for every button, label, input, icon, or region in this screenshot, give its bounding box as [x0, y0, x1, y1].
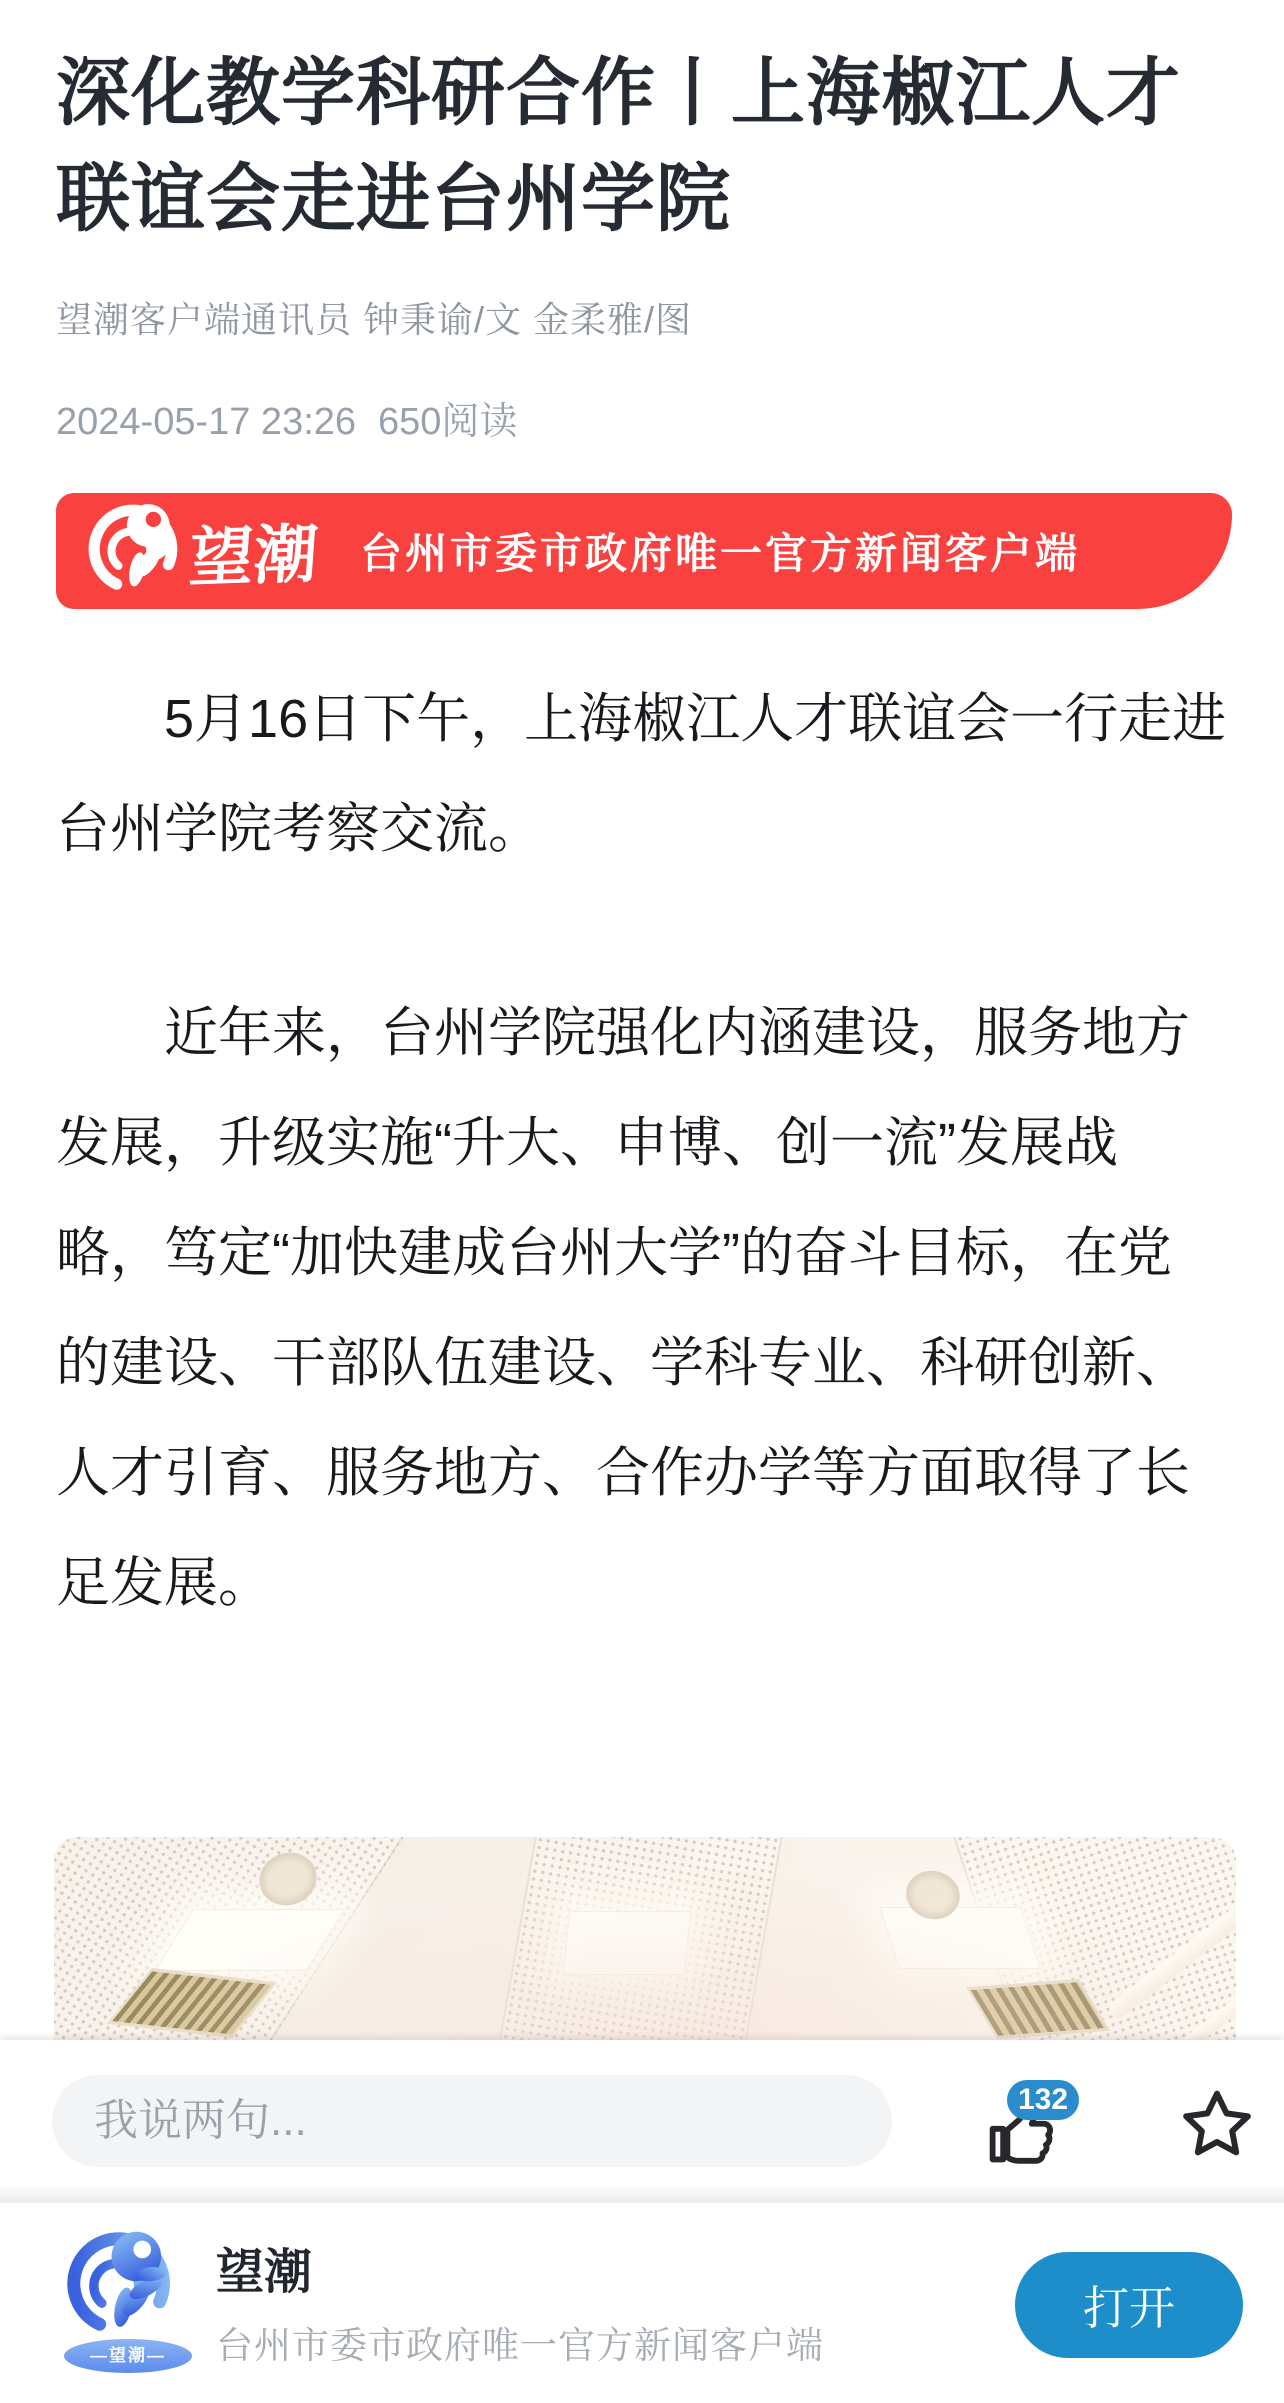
comment-input[interactable] [52, 2075, 892, 2167]
photo-tint [54, 1837, 1236, 2040]
article-photo[interactable] [54, 1837, 1236, 2040]
open-app-label: 打开 [1083, 2282, 1175, 2334]
publish-time: 2024-05-17 23:26 [56, 401, 357, 443]
p2-line1: 近年来，台州学院强化内涵建设，服务地方 [164, 1003, 1190, 1063]
wangchao-promo-banner[interactable] [56, 493, 1232, 609]
p2-line5: 人才引育、服务地方、合作办学等方面取得了长 [56, 1443, 1190, 1503]
paragraph-2 [56, 978, 1240, 1638]
article-body [56, 664, 1240, 1732]
section-separator [0, 2183, 1284, 2203]
p2-line3: 略，笃定“加快建成台州大学”的奋斗目标，在党 [56, 1223, 1172, 1283]
read-count: 650阅读 [378, 401, 518, 443]
like-count-badge: 132 [1007, 2080, 1079, 2120]
app-icon-caption: —望潮— [64, 2339, 192, 2373]
article-byline: 望潮客户端通讯员 钟秉谕/文 金柔雅/图 [56, 299, 693, 340]
article-title-line1: 深化教学科研合作丨上海椒江人才 [56, 51, 1181, 134]
article-title-line2: 联谊会走进台州学院 [56, 157, 731, 240]
wangchao-app-icon [62, 2227, 194, 2377]
paragraph-1 [56, 664, 1240, 884]
p2-line4: 的建设、干部队伍建设、学科专业、科研创新、 [56, 1333, 1190, 1393]
p1-line2: 台州学院考察交流。 [56, 799, 542, 859]
article-title [56, 40, 1240, 252]
app-description: 台州市委市政府唯一官方新闻客户端 [216, 2325, 824, 2366]
p1-line1: 5月16日下午，上海椒江人才联谊会一行走进 [164, 689, 1227, 749]
open-app-button[interactable] [1015, 2252, 1243, 2358]
article-dateline [56, 390, 517, 445]
wangchao-wave-icon [84, 500, 186, 602]
wangchao-wave-icon-blue [62, 2227, 180, 2345]
app-download-bar [0, 2203, 1284, 2403]
p2-line6: 足发展。 [56, 1553, 272, 1613]
comment-action-bar [0, 2040, 1284, 2203]
favorite-button[interactable] [1172, 2080, 1262, 2170]
wangchao-logo-text: 望潮 [186, 517, 321, 595]
promo-slogan: 台州市委市政府唯一官方新闻客户端 [360, 530, 1081, 577]
p2-line2: 发展，升级实施“升大、申博、创一流”发展战 [56, 1113, 1118, 1173]
app-name: 望潮 [216, 2246, 313, 2299]
star-icon [1178, 2085, 1256, 2163]
like-button[interactable] [975, 2068, 1110, 2198]
